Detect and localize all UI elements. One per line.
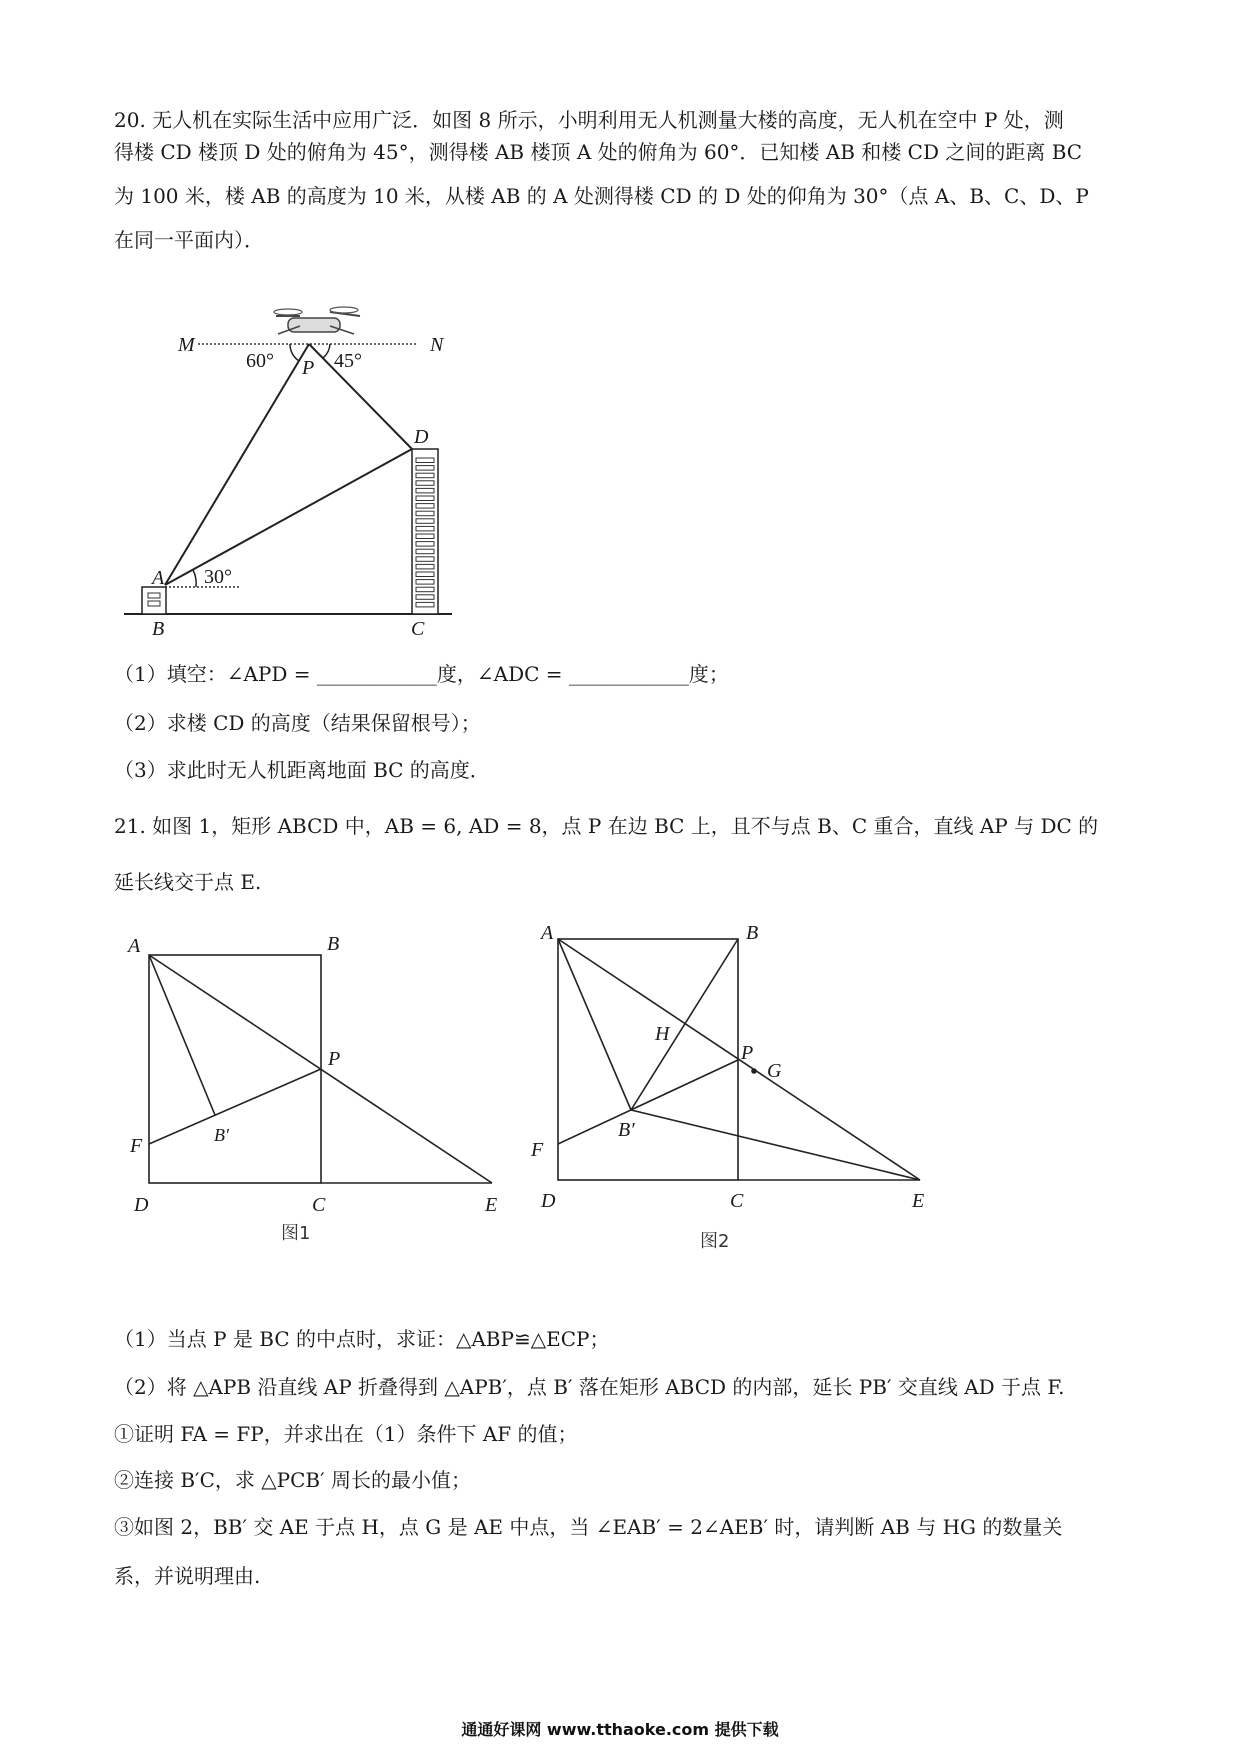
angle-arc-60 [290,344,299,361]
q20-line-3: 为 100 米，楼 AB 的高度为 10 米，从楼 AB 的 A 处测得楼 CD 的 D 处的仰角为 30°（点 A、B、C、D、P [114,184,1089,208]
q21-part-2: （2）将 △APB 沿直线 AP 折叠得到 △APB′，点 B′ 落在矩形 ABCD 的内部，延长 PB′ 交直线 AD 于点 F. [114,1375,1065,1399]
angle-arc-30 [193,570,196,587]
line-pa [165,344,309,585]
angle-label-45: 45° [334,350,362,372]
label-d: D [414,426,429,448]
q20-figure [110,262,460,640]
label-c: C [411,618,425,640]
f2-label-h: H [655,1023,670,1045]
line-fp [149,1069,321,1144]
q20-part-2: （2）求楼 CD 的高度（结果保留根号）； [114,711,481,735]
f2-label-a: A [541,922,554,944]
page-footer: 通通好课网 www.tthaoke.com 提供下载 [461,1720,779,1739]
f1-label-c: C [312,1194,326,1216]
line-ad [165,449,412,585]
q20-line-2: 得楼 CD 楼顶 D 处的俯角为 45°，测得楼 AB 楼顶 A 处的俯角为 60°．已知楼 AB 和楼 CD 之间的距离 BC [114,140,1083,164]
label-n: N [430,334,444,356]
q21-line-2: 延长线交于点 E. [114,870,262,894]
f2-label-f: F [531,1139,544,1161]
rect-abcd [558,939,738,1180]
angle-label-30: 30° [204,566,232,588]
f1-label-e: E [485,1194,498,1216]
f1-label-f: F [130,1135,143,1157]
q21-figure-1 [120,930,510,1250]
f1-label-a: A [128,935,141,957]
q21-figure-2 [525,915,945,1265]
f2-label-e: E [912,1190,925,1212]
q21-part-2-3: ③如图 2，BB′ 交 AE 于点 H，点 G 是 AE 中点，当 ∠EAB′ = 2∠AEB′ 时，请判断 AB 与 HG 的数量关 [114,1515,1063,1539]
q21-part-2-1: ①证明 FA = FP，并求出在（1）条件下 AF 的值； [114,1422,578,1446]
angle-arc-45 [323,344,330,358]
drone-icon [274,307,360,334]
point-g [751,1068,757,1074]
label-m: M [178,334,195,356]
q21-part-2-3b: 系，并说明理由. [114,1564,261,1588]
label-p: P [302,357,315,379]
q20-part-3: （3）求此时无人机距离地面 BC 的高度． [114,758,490,782]
figure-1-caption: 图1 [281,1223,311,1244]
label-a: A [152,567,165,589]
angle-label-60: 60° [246,350,274,372]
line-ab-prime [558,939,631,1110]
line-bprime-e [631,1110,920,1180]
line-ae [558,939,920,1180]
f2-label-d: D [541,1190,556,1212]
figure-2-caption: 图2 [700,1231,730,1252]
line-ab-prime [149,955,215,1115]
q20-part-1: （1）填空：∠APD = ____________度，∠ADC = ____________度； [114,662,729,686]
f2-label-bprime: B′ [618,1119,635,1141]
line-fp [558,1060,738,1144]
f2-label-b: B [746,922,759,944]
label-b: B [152,618,165,640]
q20-line-4: 在同一平面内）． [114,228,264,252]
f1-label-d: D [134,1194,149,1216]
f2-label-p: P [741,1042,754,1064]
f2-label-c: C [730,1190,744,1212]
f2-label-g: G [767,1060,782,1082]
q21-part-1: （1）当点 P 是 BC 的中点时，求证：△ABP≌△ECP； [114,1327,610,1351]
f1-label-bprime: B′ [214,1125,229,1145]
f1-label-p: P [328,1048,341,1070]
rect-abcd [149,955,321,1183]
q20-line-1: 20. 无人机在实际生活中应用广泛．如图 8 所示，小明利用无人机测量大楼的高度，无人机在空中 P 处，测 [114,108,1064,132]
f1-label-b: B [327,933,340,955]
q21-part-2-2: ②连接 B′C，求 △PCB′ 周长的最小值； [114,1468,471,1492]
q21-line-1: 21. 如图 1，矩形 ABCD 中，AB = 6, AD = 8，点 P 在边 BC 上，且不与点 B、C 重合，直线 AP 与 DC 的 [114,814,1099,838]
